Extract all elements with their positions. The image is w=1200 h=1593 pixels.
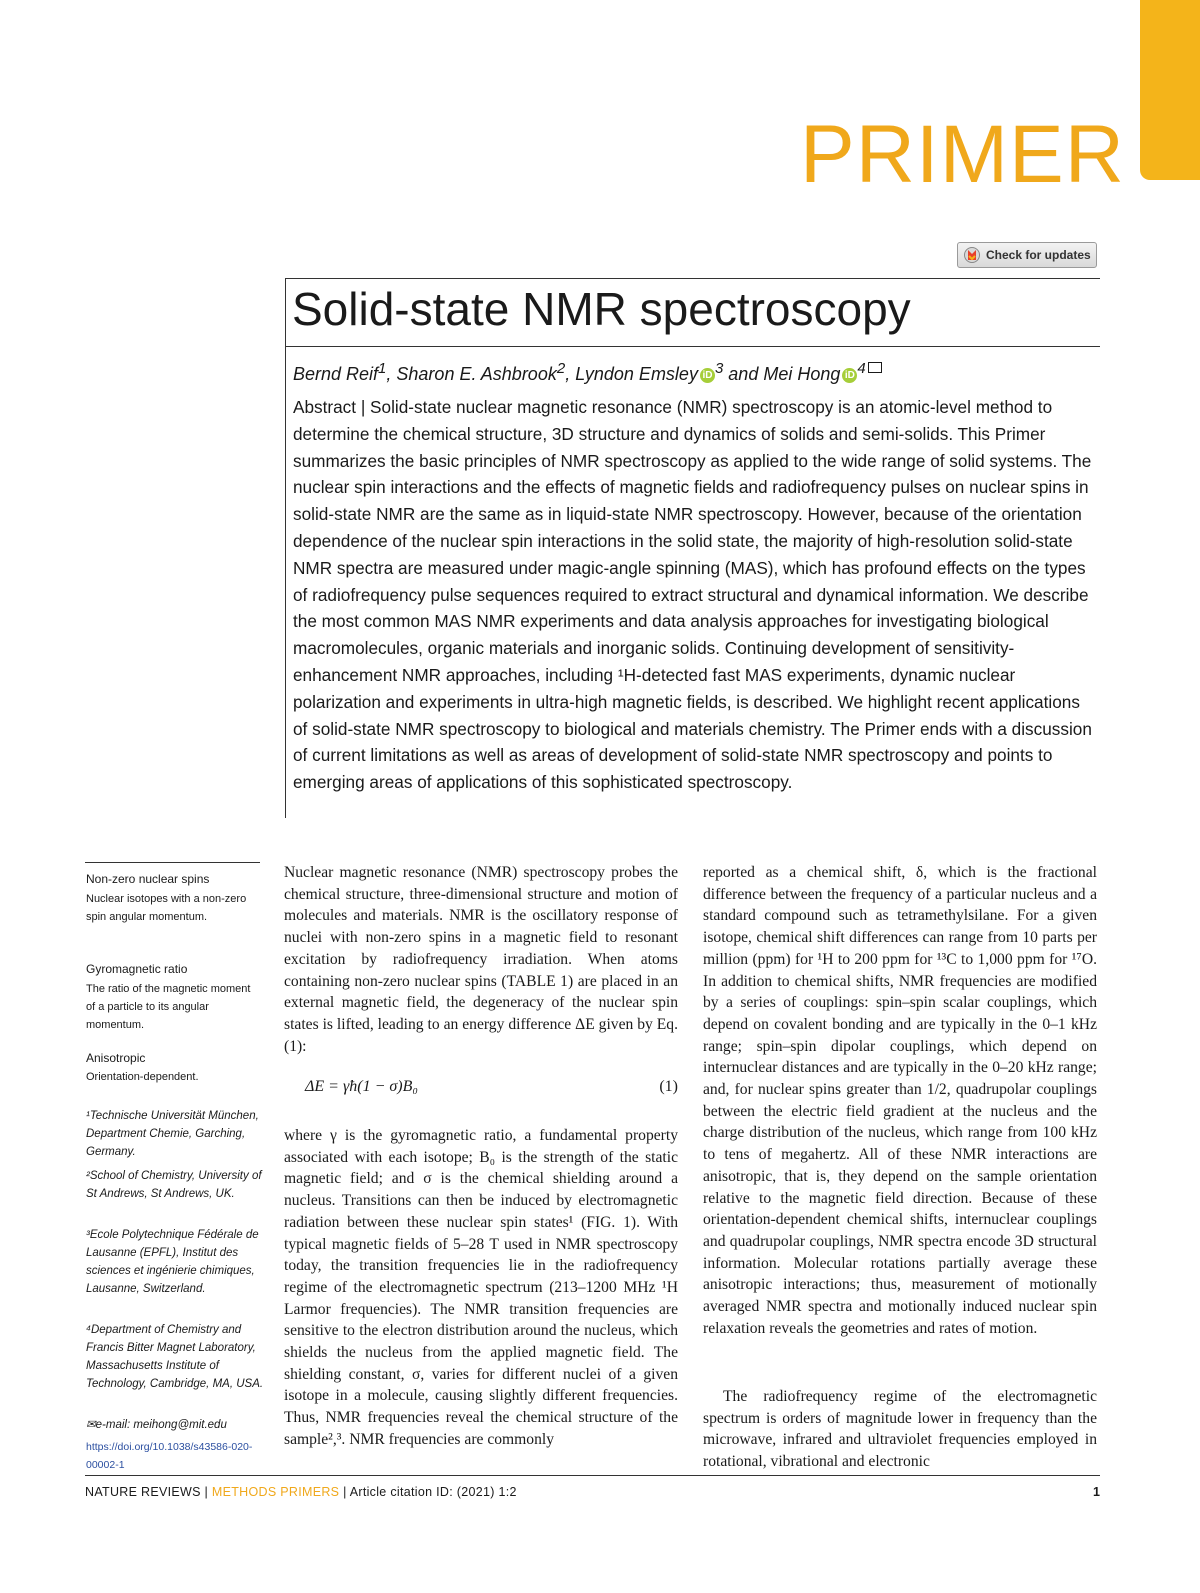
glossary-term: Gyromagnetic ratio xyxy=(86,962,188,976)
journal-series: METHODS PRIMERS xyxy=(211,1485,340,1499)
equation-expression: ΔE = γħ(1 − σ)B₀ xyxy=(305,1078,418,1095)
footer-rule xyxy=(85,1475,1100,1476)
glossary-definition: The ratio of the magnetic moment of a particle to its angular momentum. xyxy=(86,983,251,1031)
author-affiliation-mark: 3 xyxy=(714,360,724,377)
article-title: Solid-state NMR spectroscopy xyxy=(292,283,911,335)
page-number: 1 xyxy=(1093,1485,1100,1499)
body-paragraph: where γ is the gyromagnetic ratio, a fundamental property associated with each isotope; B₀ is the strength of the static magnetic field; and σ is the chemical shielding around a nucleus. Transitions can then be induced by electromagnetic radiation between these nuclear spin states¹ (FIG. 1). With typical magnetic fields of 5–28 T used in NMR spectroscopy today, the transition frequencies lie in the radiofrequency regime of the electromagnetic spectrum (213–1200 MHz ¹H Larmor frequencies). The NMR transition frequencies are sensitive to the electron distribution around the nucleus, which shields the nucleus from the applied magnetic field. The shielding constant, σ, varies for different nuclei of a given isotope in a molecule, causing slightly different frequencies. Thus, NMR frequencies reveal the chemical structure of the sample²,³. NMR frequencies are commonly xyxy=(284,1127,678,1448)
affiliation: ¹Technische Universität München, Department Chemie, Garching, Germany. xyxy=(86,1110,259,1158)
affiliation: ³Ecole Polytechnique Fédérale de Lausanne (EPFL), Institut des sciences et ingénierie chimiques, Lausanne, Switzerland. xyxy=(86,1229,259,1295)
author-affiliation-mark: 4 xyxy=(857,360,866,377)
author-affiliation-mark: 2 xyxy=(556,360,566,377)
body-paragraph: reported as a chemical shift, δ, which is the fractional difference between the frequency of a particular nucleus and a standard compound such as tetramethylsilane. For a given isotope, chemical shift differences can range from 10 parts per million (ppm) for ¹H to 200 ppm for ¹³C to 1,000 ppm for ¹⁷O. In addition to chemical shifts, NMR frequencies are modified by a series of couplings: spin–spin scalar couplings, which depend on covalent bonding and are typically in the 0–1 kHz range; spin–spin dipolar couplings, which depend on internuclear distances and are typically in the 0–20 kHz range; and, for nuclear spins greater than 1/2, quadrupolar couplings between the electric field gradient at the nucleus and the charge distribution of the nucleus, which range from 100 kHz to tens of megahertz. All of these NMR interactions are anisotropic, that is, they depend on the sample orientation relative to the magnetic field direction. Because of these orientation-dependent chemical shifts, internuclear couplings and quadrupolar couplings, NMR spectra encode 3D structural information. Molecular rotations partially average these anisotropic interactions; thus, measurement of motionally averaged NMR spectra and motionally induced nuclear spin relaxation reveals the geometries and rates of motion. xyxy=(703,864,1097,1337)
article-citation: | Article citation ID: (2021) 1:2 xyxy=(339,1485,517,1499)
author-separator: , xyxy=(565,364,576,384)
title-bottom-rule xyxy=(285,346,1100,347)
correspondence-email[interactable]: ✉e-mail: meihong@mit.edu xyxy=(86,1419,227,1431)
glossary-definition: Orientation-dependent. xyxy=(86,1071,199,1083)
glossary-definition: Nuclear isotopes with a non-zero spin angular momentum. xyxy=(86,893,247,923)
check-for-updates-button[interactable] xyxy=(957,242,1097,268)
author-separator: and xyxy=(723,364,764,384)
author-name: Sharon E. Ashbrook xyxy=(396,364,557,384)
title-top-rule xyxy=(285,278,1100,279)
affiliation: ⁴Department of Chemistry and Francis Bitter Magnet Laboratory, Massachusetts Institute of Technology, Cambridge, MA, USA. xyxy=(86,1324,264,1390)
author-affiliation-mark: 1 xyxy=(378,360,387,377)
body-paragraph: The radiofrequency regime of the electromagnetic spectrum is orders of magnitude lower in frequency than the microwave, infrared and ultraviolet frequencies employed in rotational, vibrational and electronic xyxy=(703,1388,1097,1471)
section-label: PRIMER xyxy=(800,109,1125,200)
author-list xyxy=(293,360,882,385)
abstract: Abstract | Solid-state nuclear magnetic resonance (NMR) spectroscopy is an atomic-level method to determine the chemical structure, 3D structure and dynamics of solids and semi-solids. This Primer summarizes the basic principles of NMR spectroscopy as applied to the wide range of solid systems. The nuclear spin interactions and the effects of magnetic fields and radiofrequency pulses on nuclear spins in solid-state NMR are the same as in liquid-state NMR spectroscopy. However, because of the orientation dependence of the nuclear spin interactions in the solid state, the majority of high-resolution solid-state NMR spectra are measured under magic-angle spinning (MAS), which has profound effects on the types of radiofrequency pulse sequences required to extract structural and dynamical information. We describe the most common MAS NMR experiments and data analysis approaches for investigating biological macromolecules, organic materials and inorganic solids. Continuing development of sensitivity-enhancement NMR approaches, including ¹H-detected fast MAS experiments, dynamic nuclear polarization and experiments in ultra-high magnetic fields, is described. We highlight recent applications of solid-state NMR spectroscopy to biological and materials chemistry. The Primer ends with a discussion of current limitations as well as areas of development of solid-state NMR spectroscopy and points to emerging areas of applications of this sophisticated spectroscopy. xyxy=(293,397,1092,793)
author-name: Bernd Reif xyxy=(293,364,379,384)
orcid-icon[interactable]: iD xyxy=(842,368,857,383)
doi-link[interactable]: https://doi.org/10.1038/s43586-020-00002-1 xyxy=(86,1441,253,1471)
crossmark-icon xyxy=(964,247,980,263)
journal-name: NATURE REVIEWS | xyxy=(85,1485,212,1499)
equation-number: (1) xyxy=(659,1078,678,1095)
check-for-updates-label: Check for updates xyxy=(986,248,1091,262)
sidebar-top-rule xyxy=(85,862,260,863)
abstract-left-rule xyxy=(285,278,286,818)
running-footer xyxy=(85,1485,517,1499)
affiliation: ²School of Chemistry, University of St Andrews, St Andrews, UK. xyxy=(86,1170,262,1200)
equation xyxy=(305,1078,678,1096)
section-color-tab xyxy=(1140,0,1200,180)
author-separator: , xyxy=(386,364,397,384)
email-envelope-icon[interactable] xyxy=(868,362,882,373)
body-paragraph: Nuclear magnetic resonance (NMR) spectroscopy probes the chemical structure, three-dimensional structure and motion of molecules and materials. NMR is the oscillatory response of nuclei with non-zero spins in a magnetic field to resonant excitation by radiofrequency irradiation. When atoms containing non-zero nuclear spins (TABLE 1) are placed in an external magnetic field, the degeneracy of the nuclear spin states is lifted, leading to an energy difference ΔE given by Eq. (1): xyxy=(284,864,678,1055)
author-name: Lyndon Emsley xyxy=(575,364,698,384)
glossary-term: Non-zero nuclear spins xyxy=(86,872,210,886)
glossary-term: Anisotropic xyxy=(86,1051,146,1065)
author-name: Mei Hong xyxy=(763,364,841,384)
orcid-icon[interactable]: iD xyxy=(700,368,715,383)
